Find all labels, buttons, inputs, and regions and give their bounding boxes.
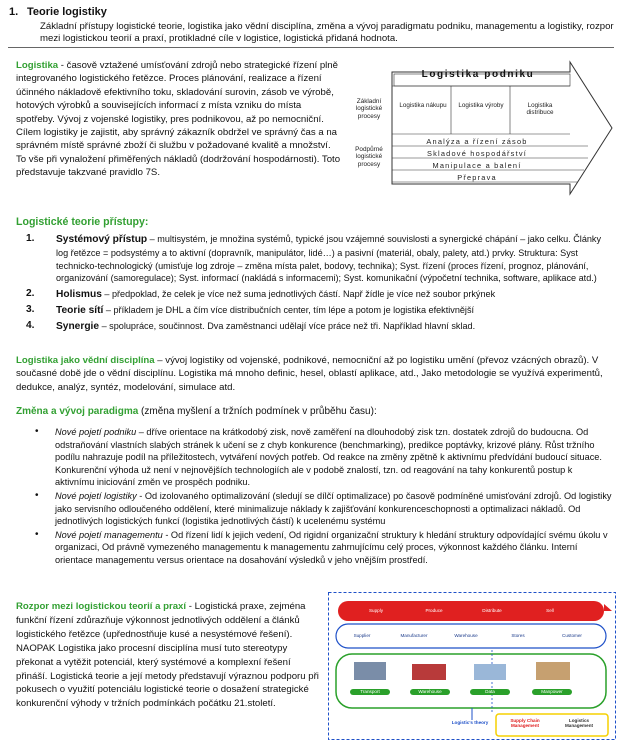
paradigm-text: (změna myšlení a tržních podmínek v průběhu času): [138, 406, 377, 417]
list-item [35, 529, 613, 567]
chain-step-sell: Sell [546, 608, 554, 613]
chain-step-supply: Supply [368, 608, 384, 613]
conflict-term: Rozpor mezi logistickou teorií a praxí [16, 601, 187, 612]
item-text: - Od řízení lidí k jejich vedení, Od rigidní organizační struktury k hledání struktury odpovídající svému úkolu v organizaci, Od právně vymezeného managementu k managementu zahrnujícímu celý proces, výkonnost každého článku. Interní orientace managementu versus orientace na dosahování výsledků v jeho vnějším prostředí. [55, 529, 608, 565]
item-title: Synergie [56, 321, 100, 333]
approaches-list [26, 233, 610, 337]
supply-chain-diagram [328, 592, 616, 740]
item-text: – spolupráce, součinnost. Dva zaměstnanci udělají více práce než tři. Například hlavní sklad. [99, 321, 476, 332]
band-warehousing: Skladové hospodářství [427, 149, 527, 158]
item-title: Holismus [56, 288, 102, 300]
item-title: Systémový přístup [56, 234, 148, 245]
list-item [35, 426, 613, 489]
core-processes-label: Základní logistické procesy [355, 98, 383, 120]
bullet-icon: • [35, 528, 39, 540]
label-supply-chain-management: Supply Chain Management [510, 718, 540, 729]
chain-step-distribute: Distribute [482, 608, 502, 613]
item-title: Nové pojetí managementu [55, 529, 163, 540]
item-number: 3. [26, 303, 35, 315]
section-description: Základní přístupy logistické teorie, logistika jako vědní disciplína, změna a vývoj paradigmatu podniku, managementu a logistiky, rozpor mezi logistickou teorií a praxí, protikladné cíle v logistice, logistická přidaná hodnota. [40, 21, 614, 44]
item-text: – předpoklad, že celek je více než suma jednotlivých částí. Např žídle je více než soubor prkýnek [101, 288, 496, 299]
approaches-heading: Logistické teorie přístupy: [16, 216, 149, 228]
section-number: 1. [9, 6, 19, 18]
item-text: – příkladem je DHL a čím více distribučních center, tím lépe a potom je logistika efektivnější [103, 304, 475, 315]
item-title: Nové pojetí podniku [55, 427, 137, 437]
chain-node-manufacturer: Manufacturer [400, 633, 428, 638]
label-logistics-management: Logistics Management [564, 718, 594, 729]
chain-node-warehouse: Warehouse [454, 633, 478, 638]
chain-resource-manpower: Manpower [532, 689, 572, 695]
list-item [26, 304, 610, 318]
paradigm-list [35, 426, 613, 568]
intro-text: - časově vztažené umísťování zdrojů nebo strategické řízení plně integrovaného logistického řetězce. Proces plánování, realizace a řízení účinného nákladově efektivního toku, skladování surovin, zásob ve výrobě, hotových výrobků a souvisejících informací z místa vzniku do místa spotřeby. Vývoj z vojenské logistiky, pres podnikovou, až po nemocniční. Cílem logistiky je zajistit, aby správný zákazník obdržel ve správný čas a na správném místě správné zboží či službu v požadované kvalitě a množství. To vše při vynaložení přiměřených nákladů (dodržování hospodárnosti). Toto představuje takzvané pravidlo 7S. [16, 60, 341, 179]
intro-paragraph [16, 59, 342, 180]
paradigm-heading [16, 405, 614, 418]
chain-node-supplier: Supplier [353, 633, 371, 638]
item-number: 1. [26, 233, 35, 244]
paradigm-term: Změna a vývoj paradigma [16, 406, 139, 417]
label-logistics-theory: Logistic's theory [451, 720, 489, 725]
conflict-text: - Logistická praxe, zejména funkční řízení zdůrazňuje výkonnost jednotlivých oddělení a článků logistického řetězce (upřednostňuje kusé a nesystémové řešení). NAOPAK Logistika jako procesní disciplína musí tuto stereotypy překonat a vytěžit potenciál, který systémové a komplexní řešení přináší. Logistická teorie a její metody představují výraznou podporu při pokusech o využití potenciálu logistické teorie o dosažení strategické konkurenční výhody v tržních podmínkách počátku 21.století. [16, 601, 319, 710]
bullet-icon: • [35, 489, 39, 501]
item-number: 2. [26, 287, 35, 299]
conflict-paragraph [16, 600, 324, 711]
header-divider [8, 47, 614, 48]
cell-production-logistics: Logistika výroby [458, 102, 504, 109]
item-title: Teorie sítí [56, 304, 104, 316]
bullet-icon: • [35, 426, 39, 437]
list-item [26, 233, 610, 285]
science-term: Logistika jako vědní disciplína [16, 355, 155, 366]
list-item [26, 320, 610, 334]
chain-resource-transport: Transport [350, 689, 390, 695]
cell-distribution-logistics: Logistika distribuce [526, 102, 554, 117]
business-logistics-diagram [348, 60, 614, 200]
chain-step-produce: Produce [425, 608, 443, 613]
band-handling: Manipulace a balení [432, 161, 522, 170]
support-processes-label: Podpůrné logistické procesy [355, 146, 383, 168]
item-title: Nové pojetí logistiky [55, 490, 137, 501]
item-text: – dříve orientace na krátkodobý zisk, nově zaměření na dlouhodobý zisk tzn. dostatek zdrojů do budoucna. Od odstraňování vlastních slabých stránek k učení se z chyb konkurence (benchmarking), predikce poptávky, krizové plány. Růst tržního podílu nahrazuje podíl na příležitostech, vytváření nových potřeb. Od reakce na změny zpětně k aktivnímu předvídání budoucí situace. Konkurenční výhoda už není v nejnovějších technologiích ale v podobě znalostí, tzn. od reagování na tahy konkurentů postup k aktivnímu iniciování změn ve prospěch podniku. [55, 427, 602, 488]
list-item [35, 490, 613, 528]
item-text: – multisystém, je množina systémů, typické jsou vzájemné souvislosti a synergické chápání – jako celku. Články log řetězce = podsystémy a to aktivní (dopravník, manipulátor, lidé…) a pasivní (materiál, obaly, palety, atd.) prvky. Struktura: Syst technicko-technologický (umisťuje log zdroje – změna místa palet, bodovy, technika); Syst. řízení (proces řízení, prognoz, plánování, organizování (samoregulace); Syst. informací (nakládá s informacemi); Syst. komunikační (výpočetní technika, software, aplikace atd.) [56, 234, 602, 284]
chain-node-customer: Customer [562, 633, 582, 638]
diagram-title: Logistika podniku [421, 69, 535, 80]
item-number: 4. [26, 320, 35, 332]
band-transport: Přeprava [457, 173, 497, 182]
cell-purchase-logistics: Logistika nákupu [399, 102, 447, 109]
chain-resource-warehouse: Warehouse [410, 689, 450, 695]
intro-term: Logistika [16, 60, 59, 71]
science-paragraph [16, 354, 614, 394]
chain-resource-data: Data [470, 689, 510, 695]
band-inventory: Analýza a řízení zásob [426, 137, 528, 146]
section-title: Teorie logistiky [27, 6, 107, 18]
item-text: - Od izolovaného optimalizování (sledují se dílčí optimalizace) po časově podmíněné umisťování zdrojů. Od logistiky jako servisního odloučeného oddělení, které minimalizuje náklady k zajišťování konkurenceschopnosti a optimalizaci nákladů. Od jednotlivých logistických funkcí (logistika jednotlivých částí) k ucelenému systému [55, 490, 612, 527]
chain-node-stores: Stores [511, 633, 525, 638]
list-item [26, 288, 610, 302]
science-text: – vývoj logistiky od vojenské, podnikové, nemocniční až po logistiku umění (převoz vzácných obrazů). V současné době jde o vědní disciplínu. Logistika má mnoho definic, hesel, oblastí aplikace, atd., Jako metodologie se využívá experimentů, dedukce, analýz, syntéz, modelování, simulace atd. [16, 355, 603, 393]
